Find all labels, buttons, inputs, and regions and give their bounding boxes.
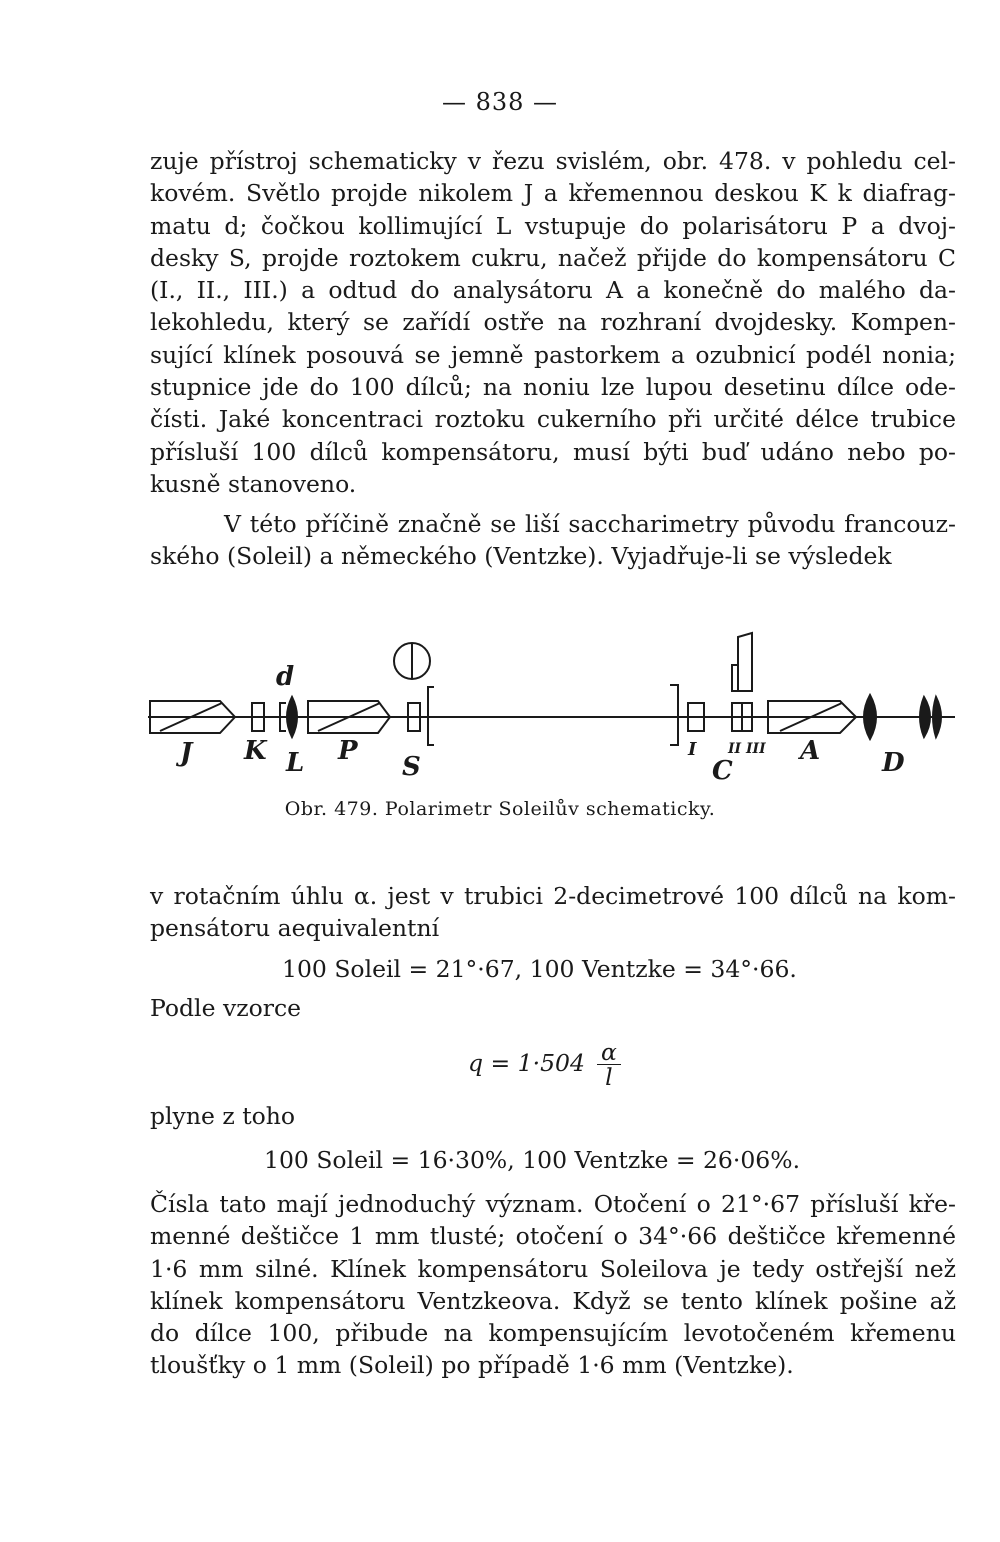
equation-2-lhs: q = 1·504 xyxy=(468,1049,585,1077)
text-line: v rotačním úhlu α. jest v trubici 2-decimetrové 100 dílců na kom- xyxy=(150,882,956,910)
label-ii-iii: II III xyxy=(728,741,766,757)
figure-caption: Obr. 479. Polarimetr Soleilův schematicky. xyxy=(284,798,716,820)
paragraph-1 xyxy=(150,145,956,500)
label-l: L xyxy=(286,748,305,778)
polarimeter-figure xyxy=(140,625,970,795)
fraction-denominator: l xyxy=(605,1063,613,1091)
label-d: d xyxy=(276,662,295,692)
text-line-podle: Podle vzorce xyxy=(150,994,302,1022)
text-line: matu d; čočkou kollimující L vstupuje do polarisátoru P a dvoj- xyxy=(150,211,956,240)
paragraph-4 xyxy=(150,1188,956,1382)
fraction-numerator: α xyxy=(597,1040,621,1065)
label-i: I xyxy=(688,739,697,760)
paragraph-3 xyxy=(150,880,956,945)
text-line: klínek kompensátoru Ventzkeova. Když se tento klínek pošine až xyxy=(150,1286,956,1315)
text-line: pensátoru aequivalentní xyxy=(150,914,440,943)
wedge xyxy=(738,633,752,691)
text-line: ského (Soleil) a německého (Ventzke). Vyjadřuje-li se výsledek xyxy=(150,542,892,571)
polarimeter-schematic xyxy=(140,625,970,795)
text-line: (I., II., III.) a odtud do analysátoru A a konečně do malého da- xyxy=(150,276,956,305)
equation-2-fraction xyxy=(597,1040,621,1089)
text-line: zuje přístroj schematicky v řezu svislém, obr. 478. v pohledu cel- xyxy=(150,147,956,175)
text-line: V této příčině značně se liší saccharimetry původu francouz- xyxy=(224,510,956,538)
label-c: C xyxy=(712,756,733,786)
tube-end xyxy=(670,685,678,745)
label-a: A xyxy=(800,736,821,766)
text-line: stupnice jde do 100 dílců; na noniu lze lupou desetinu dílce ode- xyxy=(150,373,956,402)
text-line: sující klínek posouvá se jemně pastorkem a ozubnicí podél nonia; xyxy=(150,340,956,369)
text-line: čísti. Jaké koncentraci roztoku cukerního při určité délce trubice xyxy=(150,405,956,434)
text-line: kovém. Světlo projde nikolem J a křemennou deskou K k diafrag- xyxy=(150,179,956,208)
text-line-plyne: plyne z toho xyxy=(150,1102,296,1130)
label-d-telescope: D xyxy=(882,748,905,778)
text-line: Čísla tato mají jednoduchý význam. Otočení o 21°·67 přísluší kře- xyxy=(150,1190,956,1218)
text-line: tloušťky o 1 mm (Soleil) po případě 1·6 mm (Ventzke). xyxy=(150,1351,794,1380)
telescope-lens-3 xyxy=(933,697,941,737)
telescope-lens-2 xyxy=(920,697,930,737)
label-p: P xyxy=(338,736,358,766)
telescope-lens-1 xyxy=(864,695,876,739)
text-line: menné deštičce 1 mm tlusté; otočení o 34°·66 deštičce křemenné xyxy=(150,1222,956,1251)
page-number: — 838 — xyxy=(441,88,559,116)
equation-2 xyxy=(468,1040,621,1089)
text-line: do dílce 100, přibude na kompensujícím levotočeném křemenu xyxy=(150,1319,956,1348)
equation-1: 100 Soleil = 21°·67, 100 Ventzke = 34°·66. xyxy=(282,955,797,983)
text-line: desky S, projde roztokem cukru, načež přijde do kompensátoru C xyxy=(150,243,956,272)
text-line: 1·6 mm silné. Klínek kompensátoru Soleilova je tedy ostřejší než xyxy=(150,1254,956,1283)
label-s: S xyxy=(402,752,421,782)
paragraph-2 xyxy=(150,508,956,573)
lens-l xyxy=(287,697,297,737)
equation-3: 100 Soleil = 16·30%, 100 Ventzke = 26·06%. xyxy=(264,1146,801,1174)
label-j: J xyxy=(180,738,193,768)
text-line: kusně stanoveno. xyxy=(150,469,357,498)
label-k: K xyxy=(244,736,267,766)
text-line: lekohledu, který se zařídí ostře na rozhraní dvojdesky. Kompen- xyxy=(150,308,956,337)
text-line: přísluší 100 dílců kompensátoru, musí býti buď udáno nebo po- xyxy=(150,437,956,466)
